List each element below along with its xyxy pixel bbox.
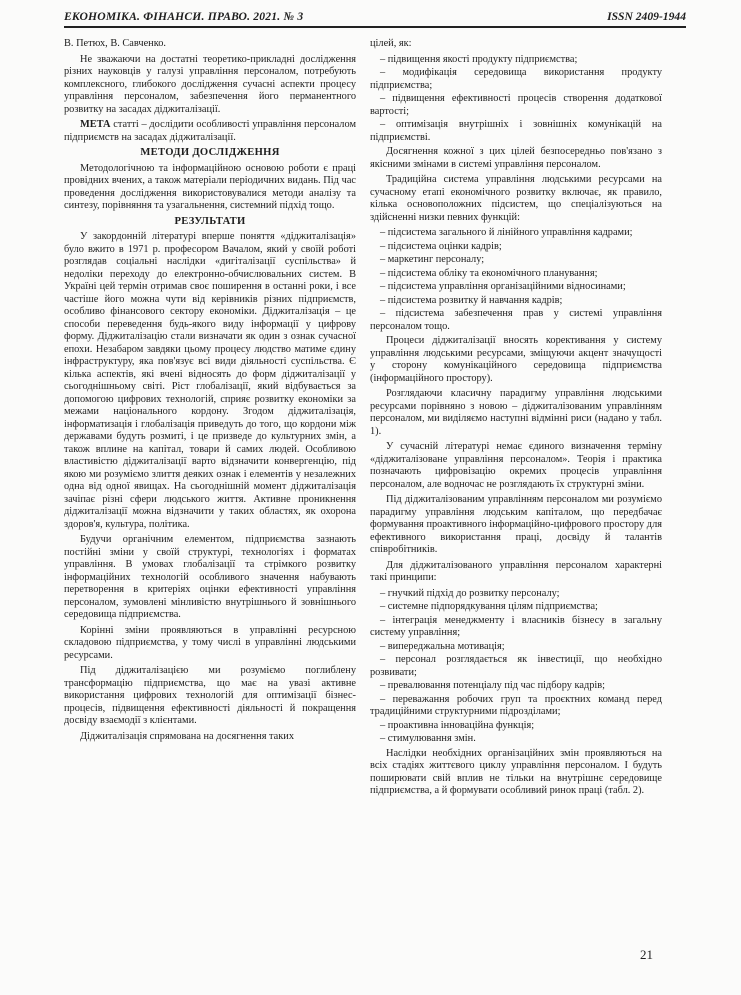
authors-line: В. Петюх, В. Савченко. bbox=[64, 38, 166, 49]
traditional-system-paragraph: Традиційна система управління людськими ресурсами на сучасному етапі економічного розвитку включає, як правило, кілька основоположних підсистем, що спеціалізуються на здійсненні низки певних функцій: bbox=[370, 174, 662, 223]
issn: ISSN 2409-1944 bbox=[607, 10, 686, 23]
principle-item: – випереджальна мотивація; bbox=[380, 640, 505, 652]
definition-paragraph: Під діджиталізованим управлінням персоналом ми розуміємо парадигму управління людським капіталом, що передбачає формування проактивного інформаційно-цифрового простору для ефективного використання праці, досвіду й талантів співробітників. bbox=[370, 494, 662, 555]
principle-item: – інтеграція менеджменту і власників бізнесу в загальну систему управління; bbox=[370, 614, 662, 638]
subsystem-item: – підсистема розвитку й навчання кадрів; bbox=[380, 294, 563, 306]
subsystem-item: – підсистема управління організаційними відносинами; bbox=[380, 281, 626, 292]
running-header bbox=[64, 10, 686, 28]
conclusion-paragraph: Наслідки необхідних організаційних змін проявляються на всіх стадіях життєвого циклу управління персоналом. І будуть поширювати свій вплив не тільки на внутрішнє середовище підприємства, а й формувати особливий ринок праці (табл. 2). bbox=[370, 747, 662, 796]
subsystem-item: – підсистема оцінки кадрів; bbox=[380, 240, 502, 252]
subsystem-item: – підсистема обліку та економічного планування; bbox=[380, 267, 598, 279]
goals-note-paragraph: Досягнення кожної з цих цілей безпосередньо пов'язано з якісними змінами в системі управління персоналом. bbox=[370, 146, 662, 170]
goal-item: – підвищення якості продукту підприємства; bbox=[380, 53, 578, 65]
subsystem-item: – підсистема загального й лінійного управління кадрами; bbox=[380, 227, 633, 238]
subsystem-item: – підсистема забезпечення прав у системі управління персоналом тощо. bbox=[370, 308, 662, 332]
subsystem-item: – маркетинг персоналу; bbox=[380, 254, 485, 265]
page-number: 21 bbox=[640, 947, 653, 962]
digitalization-processes-paragraph: Процеси діджиталізації вносять корективання у систему управління людськими ресурсами, зміщуючи акцент значущості у сторону комунікаційного середовища підприємства (інформаційного простору). bbox=[370, 335, 662, 384]
methods-paragraph: Методологічною та інформаційною основою роботи є праці провідних вчених, а також матеріали періодичних видань. Під час проведення дослідження використовувалися методи аналізу та синтезу, порівняння та узагальнення, системний підхід тощо. bbox=[64, 162, 356, 211]
paradigm-paragraph: Розглядаючи класичну парадигму управління людськими ресурсами порівняно з новою – діджиталізованим управлінням персоналом, ми виділяємо наступні відмінні риси (надано у табл. 1). bbox=[370, 388, 662, 437]
principle-item: – гнучкий підхід до розвитку персоналу; bbox=[380, 587, 560, 599]
goal-item: – модифікація середовища використання продукту підприємства; bbox=[370, 67, 662, 91]
results-paragraph-5: Діджиталізація спрямована на досягнення таких bbox=[80, 730, 295, 742]
journal-title: ЕКОНОМІКА. ФІНАНСИ. ПРАВО. 2021. № 3 bbox=[64, 10, 304, 23]
right-column bbox=[370, 38, 662, 801]
aim-text: статті – дослідити особливості управління персоналом підприємств на засадах діджиталізації. bbox=[64, 119, 356, 143]
principles-intro-paragraph: Для діджиталізованого управління персоналом характерні такі принципи: bbox=[370, 559, 662, 583]
intro-paragraph: Не зважаючи на достатні теоретико-прикладні дослідження різних науковців у галузі управління персоналом, потребують комплексного, глибокого дослідження сучасні аспекти процесу управління персоналом, забезпечення його перманентного розвитку на засадах діджиталізації. bbox=[64, 53, 356, 115]
goal-item: – підвищення ефективності процесів створення додаткової вартості; bbox=[370, 93, 662, 117]
principle-item: – системне підпорядкування цілям підприємства; bbox=[380, 601, 598, 612]
principle-item: – превалювання потенціалу під час підбору кадрів; bbox=[380, 680, 606, 691]
no-definition-paragraph: У сучасній літературі немає єдиного визначення терміну «діджиталізоване управління персоналом». Теорія і практика позначають цифровізацію окремих процесів управління персоналом, але водночас не розглядають їх структурні зміни. bbox=[370, 441, 662, 490]
principle-item: – проактивна інноваційна функція; bbox=[380, 719, 535, 731]
left-column bbox=[64, 38, 356, 746]
results-paragraph-1: У закордонній літературі вперше поняття «діджиталізація» було вжито в 1971 р. професором Вачалом, який у своїй роботі розглядав соціальні наслідки «дигіталізації суспільства» й недоліки переходу до електронно-обчислювальних систем. В Україні цей термін отримав своє поширення в останні роки, і все частіше його можна чути від керівників різних підприємств, особливо фінансового сектору економіки. Діджиталізація – це способи переведення будь-якого виду інформації у цифрову форму. Діджиталізацію стали визначати як один з ознак сучасної епохи. Незабаром завдяки цьому процесу людство матиме єдину інфраструктуру, яка пов'язує всі види діяльності суспільства. Є кілька аспектів, які вчені відносять до форм діджиталізації у сьогоднішньому світі. Ріст глобалізації, який відбувається за допомогою цифрових технологій, сприяє розвитку економіки за межами національного кордону. Згодом діджиталізація, інформатизація і глобалізація приведуть до того, що кордони між державами будуть розмиті, і це призведе до культурних змін, а також вплине на капітал, товари й самих людей. Особливою властивістю діджиталізації варто відзначити конвергенцію, під якою ми розуміємо злиття деяких ознак і елементів у незалежних одна від одної явищах. На сьогоднішній момент діджиталізація зачіпає різні сфери людського життя. Активне проникнення діджиталізації можна відзначити у таких областях, як охорона здоров'я, культура, політика. bbox=[64, 231, 356, 530]
continued-line: цілей, як: bbox=[370, 38, 412, 49]
results-paragraph-3: Корінні зміни проявляються в управлінні ресурсною складовою підприємства, у тому числі в управлінні людськими ресурсами. bbox=[64, 624, 356, 661]
goal-item: – оптимізація внутрішніх і зовнішніх комунікацій на підприємстві. bbox=[370, 119, 662, 143]
results-paragraph-4: Під діджиталізацією ми розуміємо поглиблену трансформацію підприємства, що має на увазі активне використання цифрових технологій для оптимізації бізнес-процесів, підвищення ефективності діяльності й покращення досвіду взаємодії з клієнтами. bbox=[64, 665, 356, 726]
principle-item: – переважання робочих груп та проєктних команд перед традиційними структурними підрозділами; bbox=[370, 693, 662, 717]
aim-paragraph bbox=[64, 119, 356, 144]
section-heading-methods: МЕТОДИ ДОСЛІДЖЕННЯ bbox=[140, 147, 280, 158]
principle-item: – персонал розглядається як інвестиції, що необхідно розвивати; bbox=[370, 654, 662, 678]
principle-item: – стимулювання змін. bbox=[380, 733, 476, 744]
results-paragraph-2: Будучи органічним елементом, підприємства зазнають постійні зміни у своїй структурі, технологіях і форматах управління. В умовах глобалізації та стрімкого розвитку інформаційних технологій особливого значення набувають перетворення в критеріях оцінки ефективності управління персоналом, зумовлені мінливістю внутрішнього й зовнішнього середовища підприємства. bbox=[64, 534, 356, 620]
aim-label: МЕТА bbox=[80, 119, 111, 130]
section-heading-results: РЕЗУЛЬТАТИ bbox=[174, 215, 246, 227]
